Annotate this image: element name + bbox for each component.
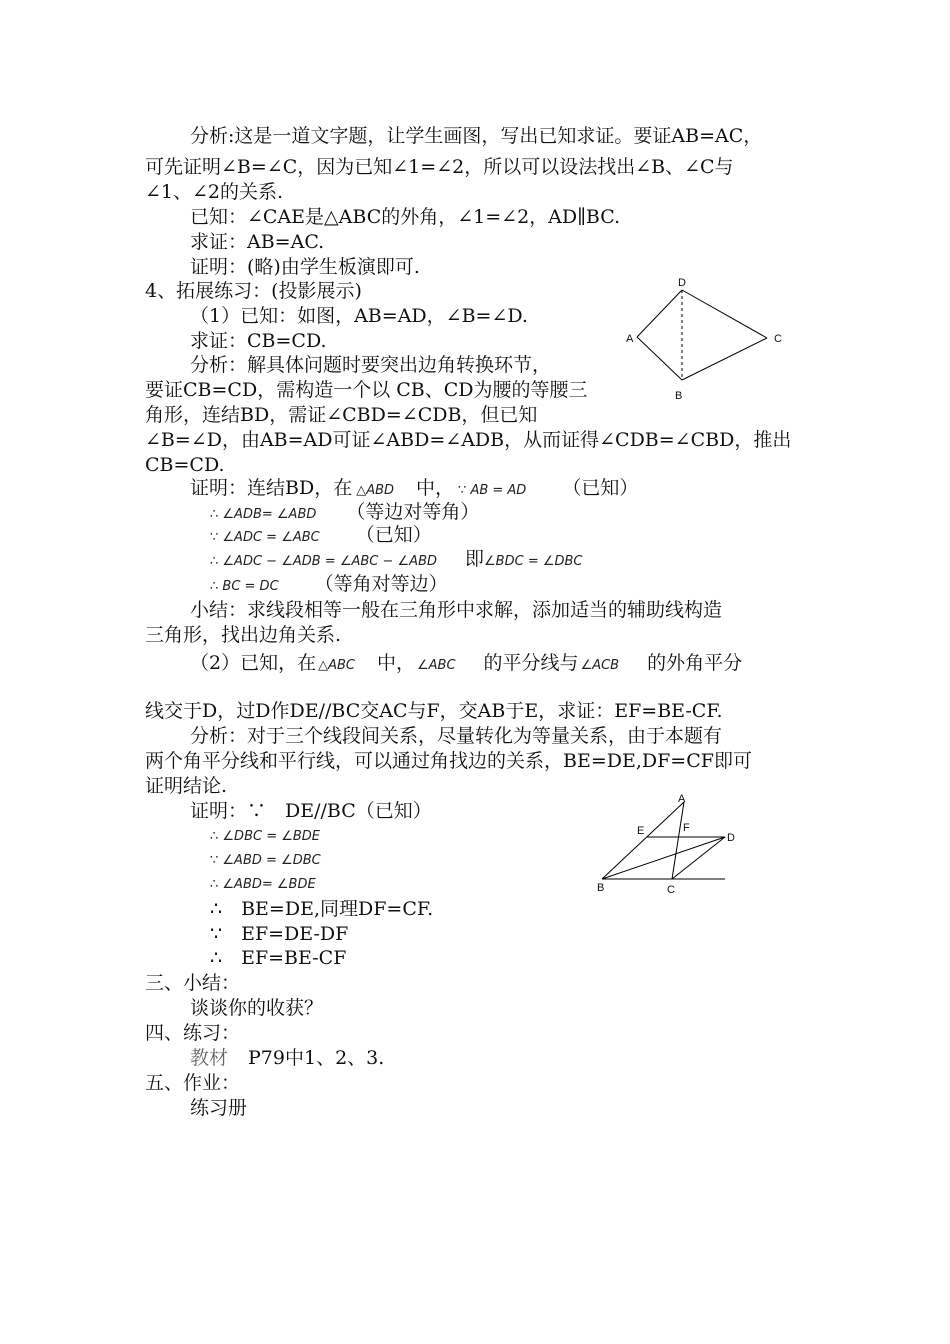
- fig2-label-d: D: [727, 832, 735, 844]
- ex1-proof-line-3: ∵ ∠ADC = ∠ABC （已知）: [210, 524, 432, 546]
- ex2-given-line-2: 线交于D，过D作DE//BC交AC与F，交AB于E，求证：EF=BE-CF.: [145, 700, 723, 722]
- ex1-proof-line-1: 证明：连结BD，在 △ABD 中， ∵ AB = AD （已知）: [190, 477, 639, 499]
- fig1-label-d: D: [678, 277, 686, 289]
- math-triangle-abd: △ABD: [356, 483, 395, 498]
- ex1-given: （1）已知：如图，AB=AD，∠B=∠D.: [190, 305, 528, 327]
- fig2-label-a: A: [678, 793, 686, 805]
- ex1-analysis-5: CB=CD.: [145, 454, 225, 476]
- analysis-line-3: ∠1、∠2的关系.: [145, 181, 284, 203]
- ex1-analysis-4: ∠B=∠D，由AB=AD可证∠ABD=∠ADB，从而证得∠CDB=∠CBD，推出: [145, 429, 792, 451]
- proof-1: 证明：(略)由学生板演即可.: [190, 256, 420, 278]
- section-3-heading: 三、小结：: [145, 972, 241, 994]
- given-1: 已知：∠CAE是△ABC的外角，∠1=∠2，AD∥BC.: [190, 206, 621, 228]
- ex2-analysis-3: 证明结论.: [145, 775, 228, 797]
- section-5-heading: 五、作业：: [145, 1072, 241, 1094]
- ex1-proof-line-5: ∴ BC = DC （等角对等边）: [210, 573, 448, 595]
- ex1-proof-line-4: ∴ ∠ADC − ∠ADB = ∠ABC − ∠ABD 即∠BDC = ∠DBC: [210, 548, 583, 570]
- ex2-proof-1: 证明：∵ DE//BC（已知）: [190, 800, 432, 822]
- ex1-analysis-3: 角形，连结BD，需证∠CBD=∠CDB，但已知: [145, 404, 538, 426]
- analysis-line-2: 可先证明∠B=∠C，因为已知∠1=∠2，所以可以设法找出∠B、∠C与: [145, 156, 734, 178]
- ex2-proof-5: ∴ BE=DE,同理DF=CF.: [210, 898, 434, 920]
- ex2-proof-2: ∴ ∠DBC = ∠BDE: [210, 829, 321, 844]
- fig2-label-c: C: [667, 884, 675, 896]
- figure-angle-bisectors: [590, 785, 740, 900]
- ex2-given-line-1: （2）已知，在 △ABC 中， ∠ABC 的平分线与 ∠ACB 的外角平分: [190, 652, 743, 674]
- ex1-analysis-2: 要证CB=CD，需构造一个以 CB、CD为腰的等腰三: [145, 379, 588, 401]
- ex1-prove: 求证：CB=CD.: [190, 330, 327, 352]
- ex2-proof-6: ∵ EF=DE-DF: [210, 923, 349, 945]
- fig1-label-b: B: [675, 390, 683, 402]
- ex1-proof-line-2: ∴ ∠ADB= ∠ABD （等边对等角）: [210, 501, 480, 523]
- ex1-summary-1: 小结：求线段相等一般在三角形中求解，添加适当的辅助线构造: [190, 599, 723, 621]
- fig1-label-a: A: [626, 333, 634, 345]
- ex2-proof-3: ∵ ∠ABD = ∠DBC: [210, 853, 321, 868]
- section-4-practice-heading: 四、练习：: [145, 1022, 241, 1044]
- prove-1: 求证：AB=AC.: [190, 231, 325, 253]
- fig2-label-b: B: [597, 882, 605, 894]
- fig2-label-e: E: [637, 825, 645, 837]
- ex1-summary-2: 三角形，找出边角关系.: [145, 624, 342, 646]
- ex2-analysis-1: 分析：对于三个线段间关系，尽量转化为等量关系，由于本题有: [190, 725, 723, 747]
- ex2-analysis-2: 两个角平分线和平行线，可以通过角找边的关系，BE=DE,DF=CF即可: [145, 750, 752, 772]
- section-4-practice-body: 教材 P79中1、2、3.: [190, 1047, 385, 1069]
- math-ab-eq-ad: ∵ AB = AD: [458, 483, 527, 498]
- section-3-body: 谈谈你的收获？: [190, 997, 324, 1019]
- analysis-line-1: 分析:这是一道文字题，让学生画图，写出已知求证。要证AB=AC，: [190, 125, 763, 147]
- ex2-proof-7: ∴ EF=BE-CF: [210, 947, 347, 969]
- fig2-label-f: F: [683, 822, 690, 834]
- figure-kite: [620, 275, 790, 405]
- section-5-body: 练习册: [190, 1097, 248, 1119]
- fig1-label-c: C: [774, 333, 782, 345]
- ex2-proof-4: ∴ ∠ABD= ∠BDE: [210, 877, 316, 892]
- ex1-analysis-1: 分析：解具体问题时要突出边角转换环节，: [190, 354, 552, 376]
- section-4-heading: 4、拓展练习：(投影展示): [145, 280, 362, 302]
